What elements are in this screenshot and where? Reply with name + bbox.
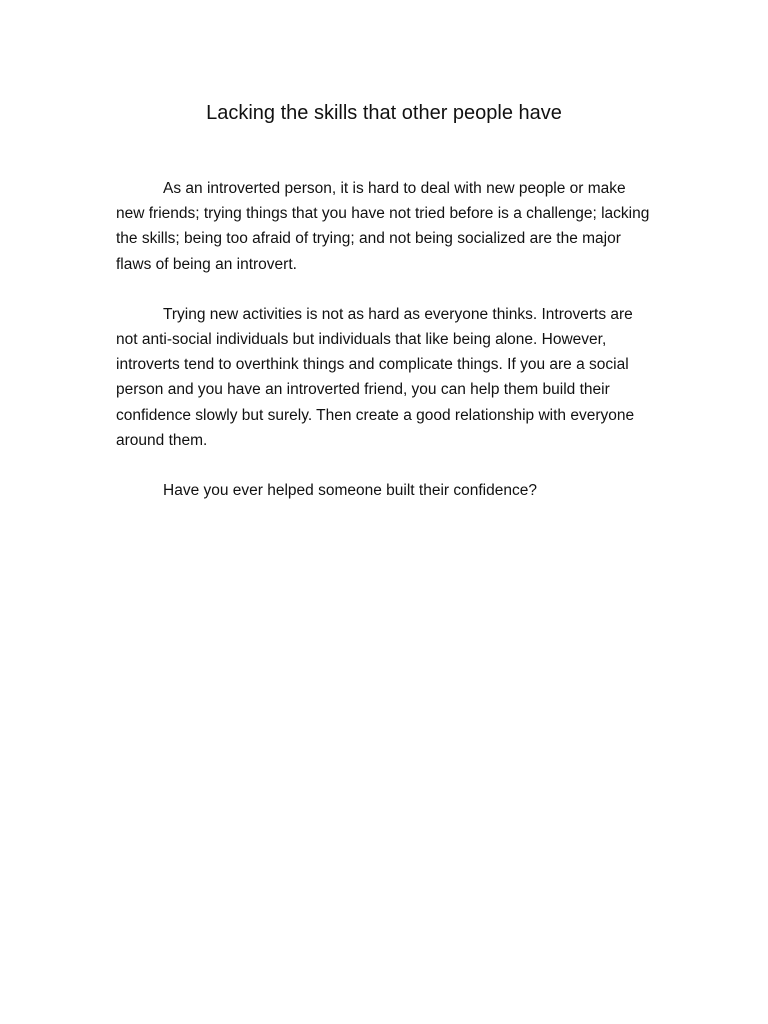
paragraph-3: Have you ever helped someone built their confidence? bbox=[163, 482, 537, 500]
paragraph-1: As an introverted person, it is hard to deal with new people or make new friends; trying things that you have not tried before is a challenge; lacking the skills; being too afraid of trying; and not being socialized are the major flaws of being an introvert. bbox=[116, 180, 650, 273]
paragraph-2: Trying new activities is not as hard as everyone thinks. Introverts are not anti-social individuals but individuals that like being alone. However, introverts tend to overthink things and complicate things. If you are a social person and you have an introverted friend, you can help them build their confidence slowly but surely. Then create a good relationship with everyone around them. bbox=[116, 305, 635, 449]
document-body bbox=[116, 176, 656, 528]
document-title: Lacking the skills that other people have bbox=[206, 102, 562, 124]
